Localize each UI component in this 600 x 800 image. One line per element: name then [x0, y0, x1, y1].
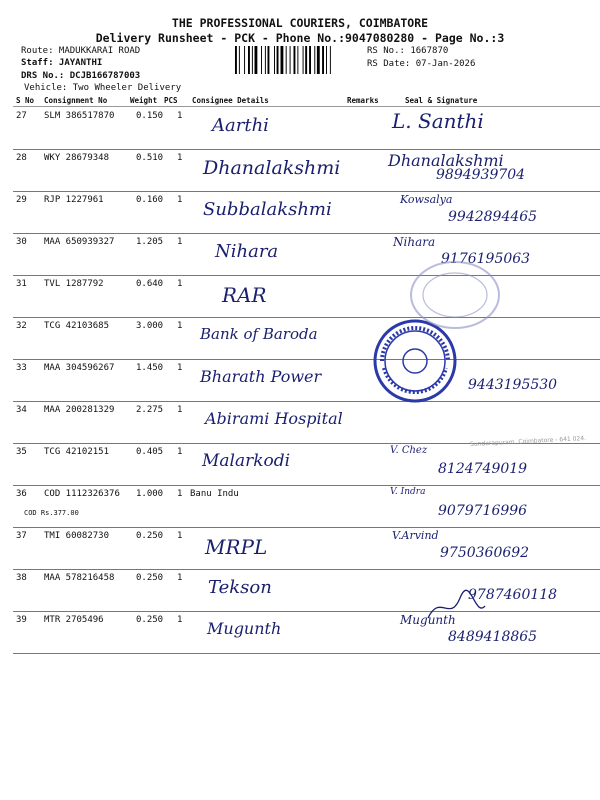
- row-divider: [13, 653, 600, 654]
- row-phone: 8124749019: [438, 461, 528, 477]
- row-pcs: 1: [177, 573, 183, 583]
- col-seal: Seal & Signature: [405, 96, 478, 105]
- row-signature: V.Arvind: [392, 529, 439, 542]
- table-row: [13, 485, 600, 527]
- row-consignment: SLM 386517870: [44, 111, 115, 121]
- table-row: [13, 191, 600, 233]
- table-row: [13, 275, 600, 317]
- row-sno: 28: [16, 153, 27, 163]
- row-handwritten-name: Aarthi: [212, 115, 269, 136]
- row-consignee-name: Banu Indu: [190, 489, 239, 499]
- row-handwritten-name: Nihara: [215, 241, 279, 262]
- row-consignment: MAA 578216458: [44, 573, 115, 583]
- row-pcs: 1: [177, 405, 183, 415]
- col-consignee: Consignee Details: [192, 96, 269, 105]
- row-weight: 0.150: [136, 111, 164, 121]
- row-sno: 37: [16, 531, 27, 541]
- row-weight: 0.510: [136, 153, 164, 163]
- faint-stamp-text: Sundarapuram, Coimbatore - 641 024.: [469, 434, 587, 449]
- row-signature: Dhanalakshmi: [388, 151, 504, 170]
- row-sno: 29: [16, 195, 27, 205]
- drs-label: DRS No.: DCJB166787003: [21, 71, 141, 81]
- row-pcs: 1: [177, 447, 183, 457]
- row-handwritten-name: Bharath Power: [200, 367, 322, 386]
- row-weight: 0.405: [136, 447, 164, 457]
- row-sno: 31: [16, 279, 27, 289]
- row-phone: 9176195063: [441, 251, 531, 267]
- row-sno: 36: [16, 489, 27, 499]
- row-pcs: 1: [177, 531, 183, 541]
- row-sno: 33: [16, 363, 27, 373]
- row-handwritten-name: RAR: [222, 283, 267, 307]
- row-weight: 1.205: [136, 237, 164, 247]
- col-consignment: Consignment No: [44, 96, 108, 105]
- row-pcs: 1: [177, 153, 183, 163]
- faint-office-stamp: [408, 258, 503, 333]
- runsheet-subtitle: Delivery Runsheet - PCK - Phone No.:9047080280 - Page No.:3: [95, 31, 505, 45]
- vehicle-label: Vehicle: Two Wheeler Delivery: [24, 83, 182, 93]
- row-weight: 3.000: [136, 321, 164, 331]
- row-handwritten-name: Subbalakshmi: [203, 199, 332, 220]
- row-handwritten-name: Malarkodi: [202, 451, 291, 471]
- row-phone: 9443195530: [468, 377, 558, 393]
- row-signature: Nihara: [393, 235, 436, 249]
- row-consignment: TCG 42103685: [44, 321, 110, 331]
- table-row: [13, 317, 600, 359]
- row-pcs: 1: [177, 195, 183, 205]
- row-signature: Mugunth: [400, 613, 456, 627]
- row-weight: 0.250: [136, 531, 164, 541]
- col-pcs: PCS: [164, 96, 178, 105]
- row-phone: 8489418865: [448, 629, 538, 645]
- row-consignment: RJP 1227961: [44, 195, 104, 205]
- row-handwritten-name: Tekson: [208, 577, 272, 598]
- row-pcs: 1: [177, 279, 183, 289]
- row-sno: 27: [16, 111, 27, 121]
- row-consignment: WKY 28679348: [44, 153, 110, 163]
- row-handwritten-name: Mugunth: [207, 619, 282, 638]
- row-sno: 30: [16, 237, 27, 247]
- table-row: [13, 149, 600, 191]
- row-pcs: 1: [177, 489, 183, 499]
- row-signature: L. Santhi: [392, 109, 484, 133]
- row-consignment: MTR 2705496: [44, 615, 104, 625]
- barcode: [235, 46, 363, 74]
- col-remarks: Remarks: [347, 96, 379, 105]
- row-weight: 0.250: [136, 573, 164, 583]
- row-phone: 9079716996: [438, 503, 528, 519]
- rs-no-label: RS No.: 1667870: [367, 46, 449, 56]
- row-handwritten-name: MRPL: [205, 535, 268, 559]
- row-pcs: 1: [177, 321, 183, 331]
- rs-date-label: RS Date: 07-Jan-2026: [367, 59, 476, 69]
- row-weight: 0.640: [136, 279, 164, 289]
- row-consignment: TVL 1287792: [44, 279, 104, 289]
- table-row: [13, 611, 600, 653]
- row-phone: 9942894465: [448, 209, 538, 225]
- row-sno: 38: [16, 573, 27, 583]
- table-row: [13, 401, 600, 443]
- row-consignment: TCG 42102151: [44, 447, 110, 457]
- col-weight: Weight: [130, 96, 158, 105]
- row-pcs: 1: [177, 363, 183, 373]
- row-sno: 39: [16, 615, 27, 625]
- staff-label: Staff: JAYANTHI: [21, 58, 103, 68]
- row-handwritten-name: Dhanalakshmi: [203, 157, 341, 179]
- row-pcs: 1: [177, 111, 183, 121]
- table-row: [13, 359, 600, 401]
- col-sno: S No: [16, 96, 35, 105]
- handwritten-stroke-mark: [420, 588, 490, 628]
- row-weight: 1.450: [136, 363, 164, 373]
- row-weight: 1.000: [136, 489, 164, 499]
- table-row: [13, 527, 600, 569]
- table-row: [13, 569, 600, 611]
- table-row: [13, 233, 600, 275]
- table-row: [13, 107, 600, 149]
- row-weight: 0.250: [136, 615, 164, 625]
- row-sno: 35: [16, 447, 27, 457]
- row-consignment: MAA 304596267: [44, 363, 115, 373]
- row-cod-amount: COD Rs.377.00: [24, 509, 79, 517]
- row-sno: 32: [16, 321, 27, 331]
- row-consignment: MAA 650939327: [44, 237, 115, 247]
- row-phone: 9787460118: [468, 587, 558, 603]
- row-phone: 9894939704: [436, 167, 526, 183]
- row-phone: 9750360692: [440, 545, 530, 561]
- row-consignment: TMI 60082730: [44, 531, 110, 541]
- table-row: [13, 443, 600, 485]
- row-signature: Kowsalya: [400, 193, 453, 206]
- row-consignment: COD 1112326376: [44, 489, 120, 499]
- row-weight: 2.275: [136, 405, 164, 415]
- row-signature: V. Indra: [390, 487, 426, 497]
- company-title: THE PROFESSIONAL COURIERS, COIMBATORE: [171, 16, 429, 30]
- row-pcs: 1: [177, 237, 183, 247]
- row-handwritten-name: Abirami Hospital: [205, 409, 343, 428]
- row-consignment: MAA 200281329: [44, 405, 115, 415]
- row-pcs: 1: [177, 615, 183, 625]
- row-weight: 0.160: [136, 195, 164, 205]
- row-signature: V. Chez: [390, 445, 428, 456]
- row-sno: 34: [16, 405, 27, 415]
- row-handwritten-name: Bank of Baroda: [200, 325, 318, 343]
- route-label: Route: MADUKKARAI ROAD: [21, 46, 141, 56]
